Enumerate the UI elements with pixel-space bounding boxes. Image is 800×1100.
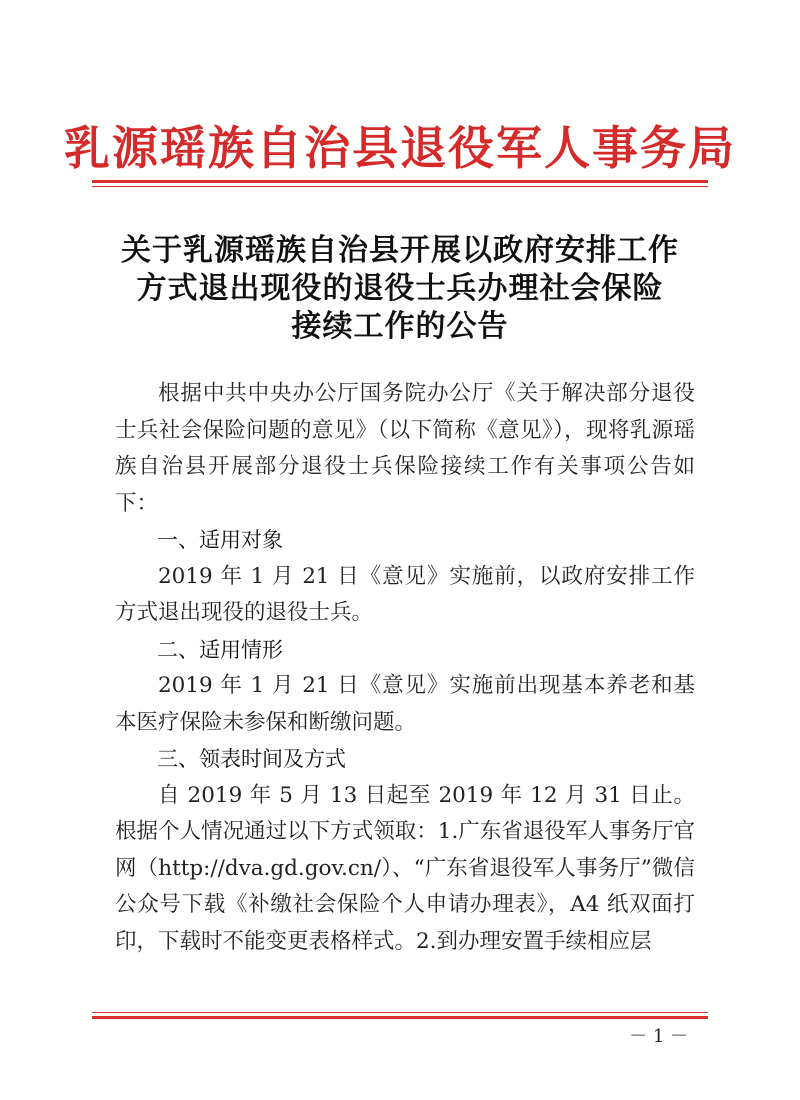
page-number: － 1 － (629, 1026, 688, 1047)
section-1-heading: 一、适用对象 (157, 528, 283, 552)
intro-paragraph: 根据中共中央办公厅国务院办公厅《关于解决部分退役士兵社会保险问题的意见》（以下简称《意见》），现将乳源瑶族自治县开展部分退役士兵保险接续工作有关事项公告如下： (115, 381, 695, 516)
section-1-paragraph: 2019 年 1 月 21 日《意见》实施前，以政府安排工作方式退出现役的退役士兵。 (115, 563, 695, 625)
section-3-paragraph: 自 2019 年 5 月 13 日起至 2019 年 12 月 31 日止。根据个人情况通过以下方式领取：1.广东省退役军人事务厅官网（http://dva.gd.gov.cn/）、“广东省退役军人事务厅”微信公众号下载《补缴社会保险个人申请办理表》，A4 纸双面打印，下载时不能变更表格样式。2.到办理安置手续相应层 (115, 782, 695, 954)
section-3-heading: 三、领表时间及方式 (157, 747, 346, 771)
header-rule-thin (92, 186, 708, 187)
section-2-paragraph: 2019 年 1 月 21 日《意见》实施前出现基本养老和基本医疗保险未参保和断缴问题。 (115, 673, 695, 735)
footer-rule-thick (92, 1016, 708, 1019)
document-title (60, 232, 740, 346)
header-rule-thick (92, 180, 708, 183)
footer-rule-thin (92, 1012, 708, 1013)
section-2-heading: 二、适用情形 (157, 637, 283, 662)
title-line-2: 方式退出现役的退役士兵办理社会保险 (136, 271, 664, 306)
title-line-1: 关于乳源瑶族自治县开展以政府安排工作 (121, 233, 679, 268)
title-line-3: 接续工作的公告 (291, 309, 509, 344)
org-header: 乳源瑶族自治县退役军人事务局 (64, 121, 736, 175)
document-body (115, 376, 695, 960)
